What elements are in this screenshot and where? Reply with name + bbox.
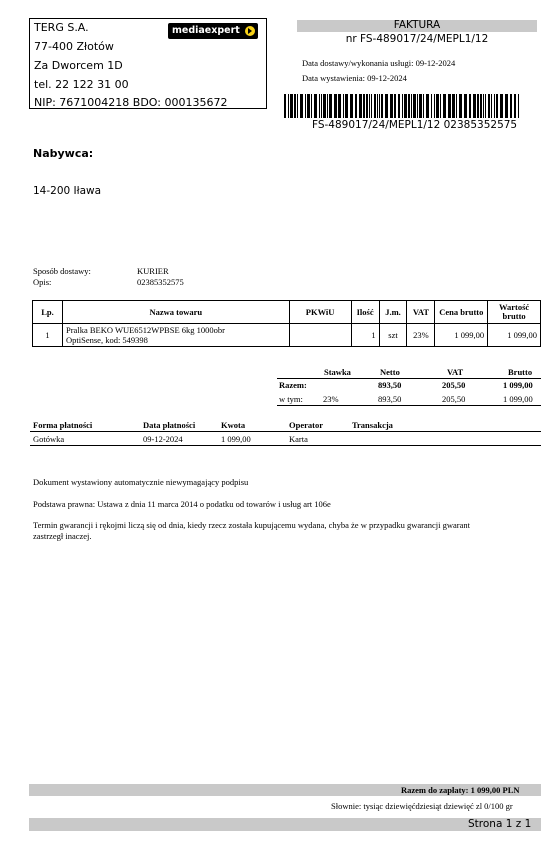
pay-header-amount: Kwota [221,420,246,430]
barcode-text: FS-489017/24/MEPL1/12 02385352575 [312,119,518,131]
issue-date: 09-12-2024 [367,73,407,83]
sum-breakdown-vat: 205,50 [442,394,466,404]
note-warranty-line1: Termin gwarancji i rękojmi liczą się od dnia, kiedy rzecz została kupującemu wydana, chyba że w przypadku gwarancji gwarant [33,520,470,530]
pay-form: Gotówka [33,434,65,444]
pay-divider [30,431,541,432]
item-value: 1 099,00 [488,324,541,347]
col-pkwiu: PKWiU [289,301,351,324]
pay-date: 09-12-2024 [143,434,183,444]
pay-amount: 1 099,00 [221,434,251,444]
sum-total-vat: 205,50 [442,380,466,390]
delivery-date-row [302,58,455,68]
item-vat: 23% [407,324,435,347]
logo-text: mediaexpert [172,25,240,36]
buyer-heading: Nabywca: [33,147,94,160]
items-table [32,300,541,347]
pay-bottom-line [30,445,541,446]
invoice-number: nr FS-489017/24/MEPL1/12 [345,33,489,45]
sum-breakdown-label: w tym: [279,394,303,404]
items-header-row [33,301,541,324]
sum-total-net: 893,50 [378,380,402,390]
play-icon [245,26,255,36]
item-unit: szt [379,324,407,347]
item-lp: 1 [33,324,63,347]
pay-header-operator: Operator [289,420,323,430]
seller-postal-city: 77-400 Złotów [34,40,114,53]
sum-header-gross: Brutto [508,367,533,377]
item-pkwiu [289,324,351,347]
col-unit: J.m. [379,301,407,324]
sum-header-rate: Stawka [324,367,351,377]
sum-total-label: Razem: [279,380,307,390]
col-qty: Ilość [351,301,379,324]
item-name-line1: Pralka BEKO WUE6512WPBSE 6kg 1000obr [66,325,225,335]
sum-breakdown-rate: 23% [323,394,339,404]
pay-header-transaction: Transakcja [352,420,393,430]
col-vat: VAT [407,301,435,324]
item-name-line2: OptiSense, kod: 549398 [66,335,148,345]
delivery-date-label: Data dostawy/wykonania usługi: [302,58,414,68]
pay-header-date: Data płatności [143,420,196,430]
shipping-method: KURIER [137,266,169,276]
seller-phone: tel. 22 122 31 00 [34,78,129,91]
amount-in-words: Słownie: tysiąc dziewięćdziesiąt dziewięć zl 0/100 gr [331,801,513,811]
sum-header-vat: VAT [447,367,464,377]
seller-street: Za Dworcem 1D [34,59,123,72]
shipping-method-label: Sposób dostawy: [33,266,91,276]
item-price: 1 099,00 [435,324,488,347]
shipping-desc-label: Opis: [33,277,52,287]
issue-date-row [302,73,407,83]
seller-nip-bdo: NIP: 7671004218 BDO: 000135672 [34,96,228,109]
page-bar [29,818,541,831]
col-value: Wartość brutto [488,301,541,324]
pay-header-form: Forma płatności [33,420,93,430]
barcode [283,94,523,118]
note-warranty-line2: zastrzegł inaczej. [33,531,92,541]
sum-total-gross: 1 099,00 [503,380,533,390]
pay-operator: Karta [289,434,308,444]
item-qty: 1 [351,324,379,347]
delivery-date: 09-12-2024 [415,58,456,68]
seller-box [29,18,267,109]
col-price: Cena brutto [435,301,488,324]
col-name: Nazwa towaru [63,301,290,324]
note-legal-basis: Podstawa prawna: Ustawa z dnia 11 marca 2014 o podatku od towarów i usług art 106e [33,499,331,509]
buyer-address: 14-200 Iława [33,185,102,197]
page-number: Strona 1 z 1 [468,818,532,830]
shipping-desc: 02385352575 [137,277,184,287]
sum-header-net: Netto [380,367,400,377]
sum-divider [277,378,541,379]
table-row [33,324,541,347]
total-due: Razem do zapłaty: 1 099,00 PLN [401,785,520,795]
sum-bottom-line [277,405,541,406]
col-lp: Lp. [33,301,63,324]
item-name [63,324,290,347]
seller-name: TERG S.A. [34,21,89,34]
sum-breakdown-gross: 1 099,00 [503,394,533,404]
note-auto-doc: Dokument wystawiony automatycznie niewymagający podpisu [33,477,249,487]
issue-date-label: Data wystawienia: [302,73,366,83]
sum-breakdown-net: 893,50 [378,394,402,404]
invoice-title: FAKTURA [393,19,441,31]
mediaexpert-logo [168,23,258,39]
